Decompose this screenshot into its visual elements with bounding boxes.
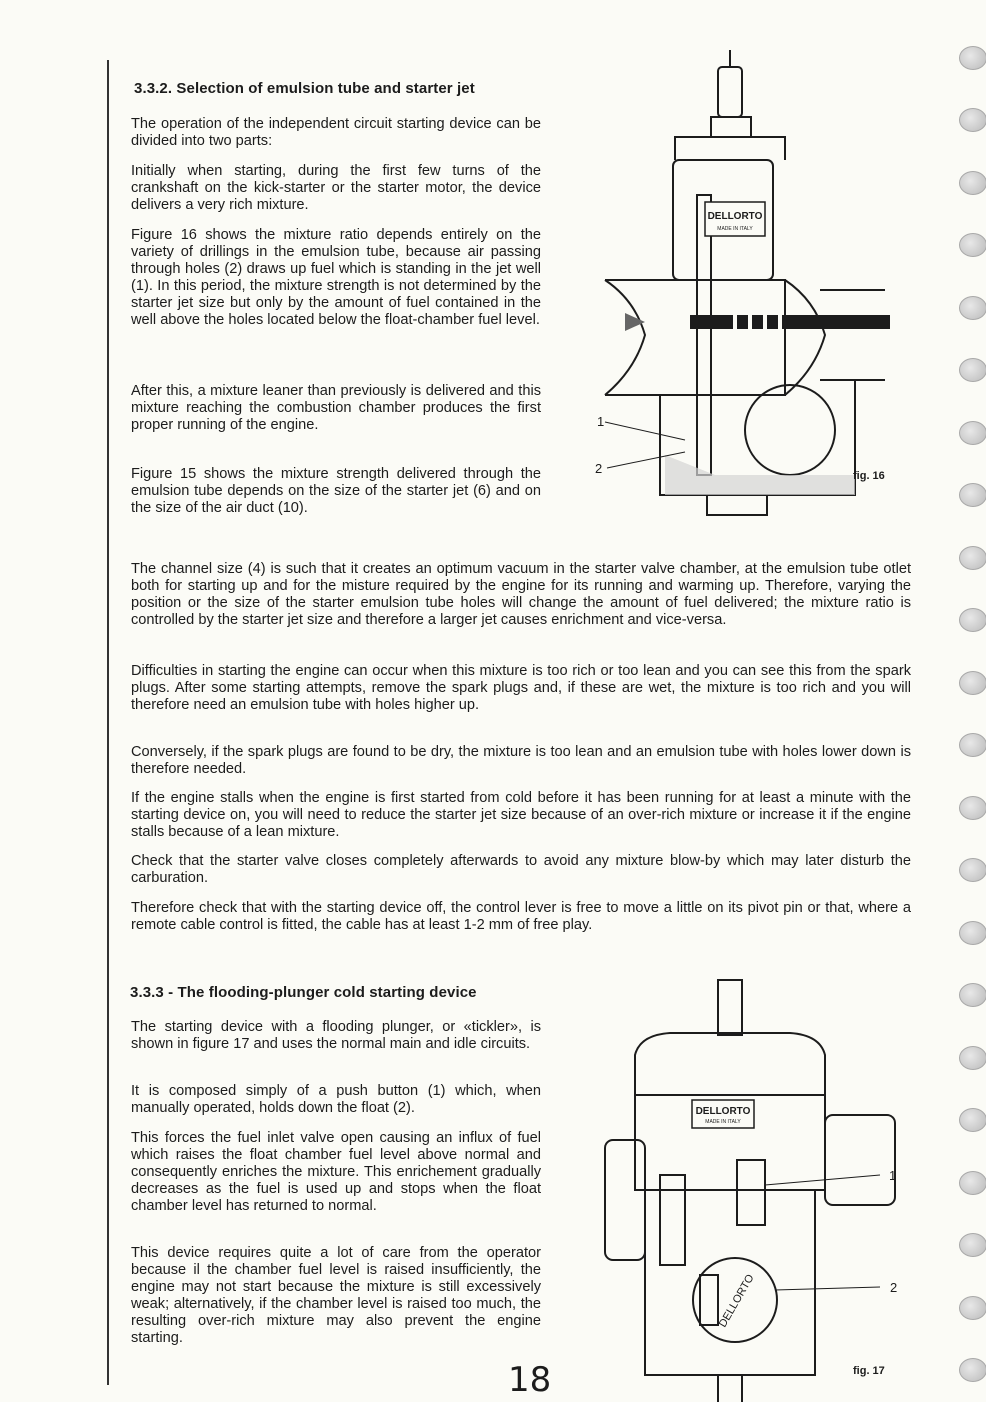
paragraph: The operation of the independent circuit starting device can be divided into two parts:	[131, 116, 541, 149]
binder-hole	[959, 1358, 986, 1382]
carburetor-diagram-fig16	[585, 45, 905, 525]
section-heading-333: 3.3.3 - The flooding-plunger cold starting device	[130, 984, 477, 1001]
paragraph: The channel size (4) is such that it creates an optimum vacuum in the starter valve chamber, at the emulsion tube otlet both for starting up and for the misture required by the engine for its running and warming up. Therefore, varying the position or the size of the starter emulsion tube holes will change the amount of fuel delivered; the mixture ratio is controlled by the starter jet size and therefore a larger jet causes enrichment and vice-versa.	[131, 561, 911, 628]
paragraph: It is composed simply of a push button (1) which, when manually operated, holds down the float (2).	[131, 1083, 541, 1116]
binder-hole	[959, 1296, 986, 1320]
paragraph: Therefore check that with the starting device off, the control lever is free to move a little on its pivot pin or that, where a remote cable control is fitted, the cable has at least 1-2 mm of free play.	[131, 900, 911, 933]
binder-hole	[959, 1171, 986, 1195]
float-text: DELLORTO	[716, 1272, 757, 1330]
binder-hole	[959, 1233, 986, 1257]
callout-2-fig16: 2	[595, 461, 603, 476]
binder-hole	[959, 671, 986, 695]
binder-hole	[959, 233, 986, 257]
binder-hole	[959, 858, 986, 882]
figure-label-17: fig. 17	[853, 1365, 885, 1377]
binder-hole	[959, 796, 986, 820]
binder-hole	[959, 483, 986, 507]
figure-label-16: fig. 16	[853, 470, 885, 482]
binder-hole	[959, 546, 986, 570]
margin-rule	[107, 60, 109, 1385]
binder-hole	[959, 1046, 986, 1070]
paragraph: Conversely, if the spark plugs are found to be dry, the mixture is too lean and an emulsion tube with holes lower down is therefore needed.	[131, 744, 911, 777]
binder-hole	[959, 608, 986, 632]
brand-plate-text: DELLORTO	[707, 211, 763, 222]
callout-2-fig17: 2	[890, 1280, 898, 1295]
binder-hole	[959, 983, 986, 1007]
binder-hole	[959, 296, 986, 320]
paragraph: After this, a mixture leaner than previously is delivered and this mixture reaching the combustion chamber produces the first proper running of the engine.	[131, 383, 541, 433]
paragraph: Check that the starter valve closes completely afterwards to avoid any mixture blow-by which may later disturb the carburation.	[131, 853, 911, 886]
binder-hole	[959, 921, 986, 945]
binder-hole	[959, 733, 986, 757]
brand-plate-text: DELLORTO	[695, 1106, 751, 1117]
paragraph: Figure 16 shows the mixture ratio depends entirely on the variety of drillings in the emulsion tube, because air passing through holes (2) draws up fuel which is standing in the jet well (1). In this period, the mixture strength is not determined by the starter jet size but only by the amount of fuel contained in the well above the holes located below the float-chamber fuel level.	[131, 227, 541, 328]
binder-hole	[959, 108, 986, 132]
brand-plate-subtext: MADE IN ITALY	[717, 226, 753, 232]
binder-hole	[959, 421, 986, 445]
paragraph: Initially when starting, during the first few turns of the crankshaft on the kick-starter or the starter motor, the device delivers a very rich mixture.	[131, 163, 541, 213]
carburetor-diagram-fig17	[600, 975, 900, 1402]
paragraph: Difficulties in starting the engine can occur when this mixture is too rich or too lean and you can see this from the spark plugs. After some starting attempts, remove the spark plugs and, if these are wet, the mixture is too rich and you will therefore need an emulsion tube with holes higher up.	[131, 663, 911, 713]
paragraph: This forces the fuel inlet valve open causing an influx of fuel which raises the float chamber fuel level above normal and consequently enriches the mixture. This enrichement gradually decreases as the fuel is used up and stops when the float chamber level has returned to normal.	[131, 1130, 541, 1214]
paragraph: This device requires quite a lot of care from the operator because il the chamber fuel level is raised insufficiently, the engine may not start because the mixture is still excessively weak; alternatively, if the chamber level is raised too much, the resulting over-rich mixture may also prevent the engine starting.	[131, 1245, 541, 1346]
callout-1-fig16: 1	[597, 414, 605, 429]
brand-plate-subtext: MADE IN ITALY	[705, 1119, 741, 1125]
paragraph: The starting device with a flooding plunger, or «tickler», is shown in figure 17 and uses the normal main and idle circuits.	[131, 1019, 541, 1052]
binder-holes	[955, 38, 986, 1402]
callout-1-fig17: 1	[889, 1168, 897, 1183]
paragraph: If the engine stalls when the engine is first started from cold before it has been running for at least a minute with the starting device on, you will need to reduce the starter jet size because of an over-rich mixture or increase it if the engine stalls because of a lean mixture.	[131, 790, 911, 840]
binder-hole	[959, 46, 986, 70]
paragraph: Figure 15 shows the mixture strength delivered through the emulsion tube depends on the size of the starter jet (6) and on the size of the air duct (10).	[131, 466, 541, 516]
binder-hole	[959, 358, 986, 382]
binder-hole	[959, 1108, 986, 1132]
section-heading-332: 3.3.2. Selection of emulsion tube and starter jet	[134, 80, 475, 97]
binder-hole	[959, 171, 986, 195]
page-number: 18	[508, 1360, 552, 1400]
